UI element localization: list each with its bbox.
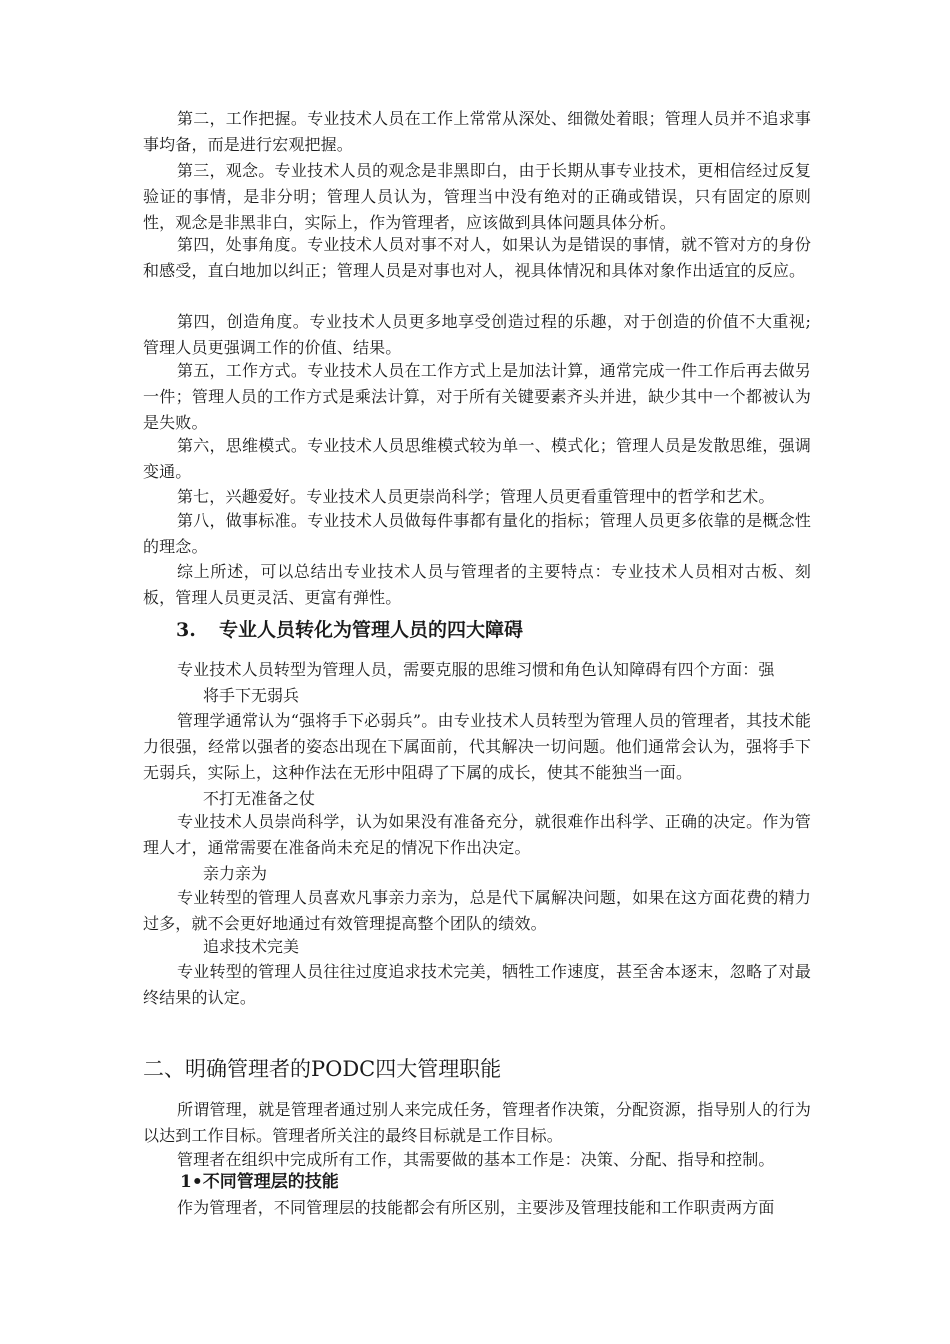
section-2-basic-work: 管理者在组织中完成所有工作，其需要做的基本工作是：决策、分配、指导和控制。 <box>177 1150 775 1169</box>
section-3-number: 3. <box>176 619 196 641</box>
section-3-intro: 专业技术人员转型为管理人员，需要克服的思维习惯和角色认知障碍有四个方面：强 <box>177 660 775 679</box>
paragraph-creation-angle: 第四，创造角度。专业技术人员更多地享受创造过程的乐趣，对于创造的价值不大重视;管理人员更强调工作的价值、结果。 <box>143 312 811 357</box>
section-2-definition: 所谓管理，就是管理者通过别人来完成任务，管理者作决策，分配资源，指导别人的行为以达到工作目标。管理者所关注的最终目标就是工作目标。 <box>143 1100 811 1145</box>
section-3-title: 专业人员转化为管理人员的四大障碍 <box>219 619 524 641</box>
subsection-1-body: 作为管理者，不同管理层的技能都会有所区别，主要涉及管理技能和工作职责两方面 <box>177 1198 775 1217</box>
obstacle-4-title: 追求技术完美 <box>203 937 300 956</box>
subsection-1-heading: 1•不同管理层的技能 <box>180 1172 339 1192</box>
obstacle-1-body: 管理学通常认为“强将手下必弱兵”。由专业技术人员转型为管理人员的管理者，其技术能力很强，经常以强者的姿态出现在下属面前，代其解决一切问题。他们通常会认为，强将手下无弱兵，实际上，这种作法在无形中阻碍了下属的成长，使其不能独当一面。 <box>143 711 811 782</box>
obstacle-4-body: 专业转型的管理人员往往过度追求技术完美，牺牲工作速度，甚至舍本逐末，忽略了对最终结果的认定。 <box>143 962 811 1007</box>
obstacle-2-body: 专业技术人员崇尚科学，认为如果没有准备充分，就很难作出科学、正确的决定。作为管理人才，通常需要在准备尚未充足的情况下作出决定。 <box>143 812 811 857</box>
paragraph-interests: 第七，兴趣爱好。专业技术人员更崇尚科学；管理人员更看重管理中的哲学和艺术。 <box>177 487 775 506</box>
section-2-heading: 二、明确管理者的PODC四大管理职能 <box>143 1057 502 1081</box>
paragraph-handling-angle: 第四，处事角度。专业技术人员对事不对人，如果认为是错误的事情，就不管对方的身份和感受，直白地加以纠正；管理人员是对事也对人，视具体情况和具体对象作出适宜的反应。 <box>143 235 811 280</box>
paragraph-concept: 第三，观念。专业技术人员的观念是非黑即白，由于长期从事专业技术，更相信经过反复验证的事情，是非分明；管理人员认为，管理当中没有绝对的正确或错误，只有固定的原则性，观念是非黑非白，实际上，作为管理者，应该做到具体问题具体分析。 <box>143 161 811 232</box>
paragraph-standards: 第八，做事标准。专业技术人员做每件事都有量化的指标；管理人员更多依靠的是概念性的理念。 <box>143 511 811 556</box>
obstacle-1-title: 将手下无弱兵 <box>203 686 300 705</box>
obstacle-2-title: 不打无准备之仗 <box>203 789 316 808</box>
paragraph-summary: 综上所述，可以总结出专业技术人员与管理者的主要特点：专业技术人员相对古板、刻板，管理人员更灵活、更富有弹性。 <box>143 562 811 607</box>
section-3-heading <box>176 615 523 645</box>
paragraph-thinking-mode: 第六，思维模式。专业技术人员思维模式较为单一、模式化；管理人员是发散思维，强调变通。 <box>143 436 811 481</box>
paragraph-work-grasp: 第二，工作把握。专业技术人员在工作上常常从深处、细微处着眼；管理人员并不追求事事均备，而是进行宏观把握。 <box>143 109 811 154</box>
obstacle-3-title: 亲力亲为 <box>203 864 268 883</box>
obstacle-3-body: 专业转型的管理人员喜欢凡事亲力亲为，总是代下属解决问题，如果在这方面花费的精力过多，就不会更好地通过有效管理提高整个团队的绩效。 <box>143 888 811 933</box>
paragraph-work-method: 第五，工作方式。专业技术人员在工作方式上是加法计算，通常完成一件工作后再去做另一件；管理人员的工作方式是乘法计算，对于所有关键要素齐头并进，缺少其中一个都被认为是失败。 <box>143 361 811 432</box>
